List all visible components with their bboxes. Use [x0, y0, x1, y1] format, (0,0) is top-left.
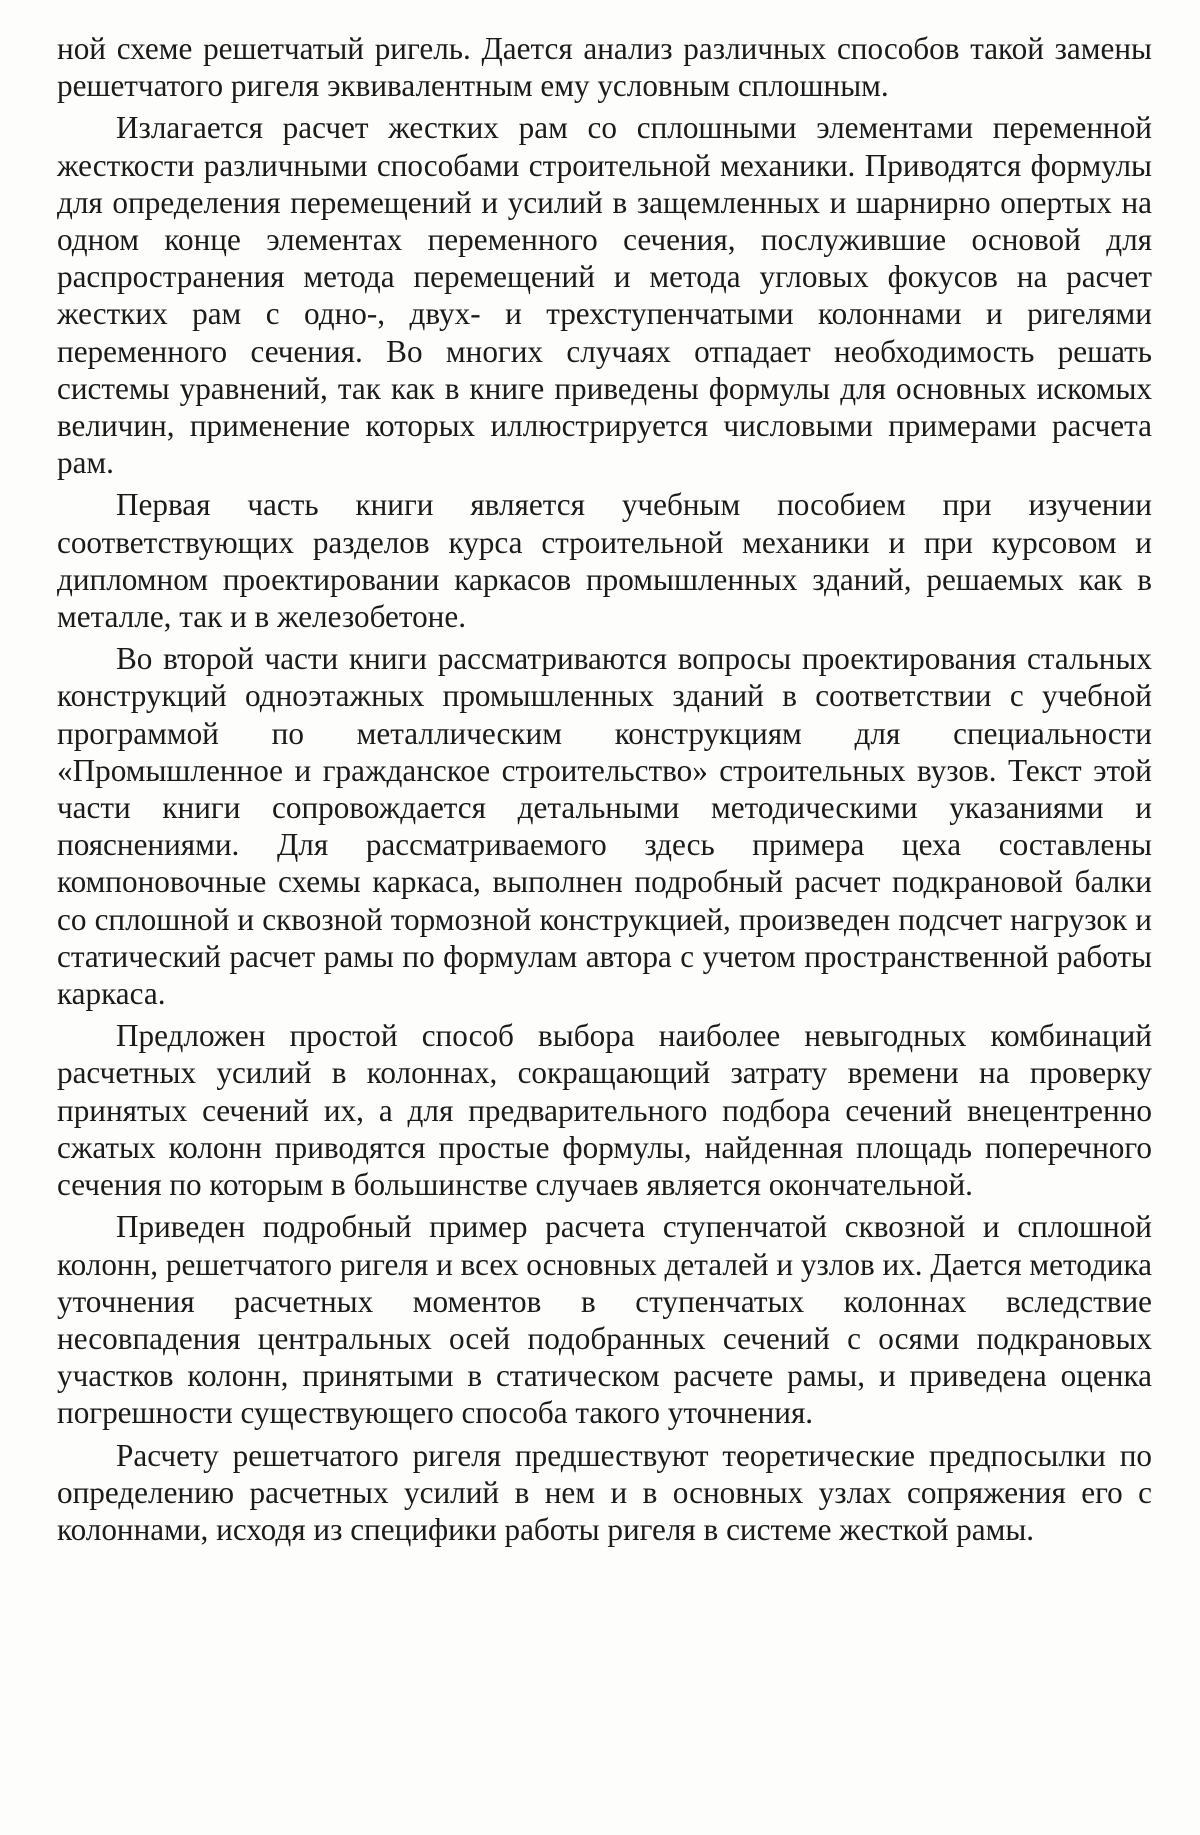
body-text: [57, 30, 1152, 1553]
paragraph-first-part: Первая часть книги является учебным пособием при изучении соответствующих разделов курса строительной механики и при курсовом и дипломном проектировании каркасов промышленных зданий, решаемых как в металле, так и в железобетоне.: [57, 487, 1152, 635]
paragraph-rigid-frames: Излагается расчет жестких рам со сплошными элементами переменной жесткости различными способами строительной механики. Приводятся формулы для определения перемещений и усилий в защемленных и шарнирно опертых на одном конце элементах переменного сечения, послужившие основой для распространения метода перемещений и метода угловых фокусов на расчет жестких рам с одно-, двух- и трехступенчатыми колоннами и ригелями переменного сечения. Во многих случаях отпадает необходимость решать системы уравнений, так как в книге приведены формулы для основных искомых величин, применение которых иллюстрируется числовыми примерами расчета рам.: [57, 110, 1152, 481]
paragraph-load-combinations: Предложен простой способ выбора наиболее невыгодных комбинаций расчетных усилий в колоннах, сокращающий затрату времени на проверку принятых сечений их, а для предварительного подбора сечений внецентренно сжатых колонн приводятся простые формулы, найденная площадь поперечного сечения по которым в большинстве случаев является окончательной.: [57, 1018, 1152, 1203]
paragraph-second-part: Во второй части книги рассматриваются вопросы проектирования стальных конструкций одноэтажных промышленных зданий в соответствии с учебной программой по металлическим конструкциям для специальности «Промышленное и гражданское строительство» строительных вузов. Текст этой части книги сопровождается детальными методическими указаниями и пояснениями. Для рассматриваемого здесь примера цеха составлены компоновочные схемы каркаса, выполнен подробный расчет подкрановой балки со сплошной и сквозной тормозной конструкцией, произведен подсчет нагрузок и статический расчет рамы по формулам автора с учетом пространственной работы каркаса.: [57, 641, 1152, 1012]
paragraph-truss-girder: Расчету решетчатого ригеля предшествуют теоретические предпосылки по определению расчетных усилий в нем и в основных узлах сопряжения его с колоннами, исходя из специфики работы ригеля в системе жесткой рамы.: [57, 1437, 1152, 1547]
paragraph-continuation: ной схеме решетчатый ригель. Дается анализ различных способов такой замены решетчатого ригеля эквивалентным ему условным сплошным.: [57, 31, 1152, 104]
paragraph-column-example: Приведен подробный пример расчета ступенчатой сквозной и сплошной колонн, решетчатого ригеля и всех основных деталей и узлов их. Дается методика уточнения расчетных моментов в ступенчатых колоннах вследствие несовпадения центральных осей подобранных сечений с осями подкрановых участков колонн, принятыми в статическом расчете рамы, и приведена оценка погрешности существующего способа такого уточнения.: [57, 1209, 1152, 1431]
